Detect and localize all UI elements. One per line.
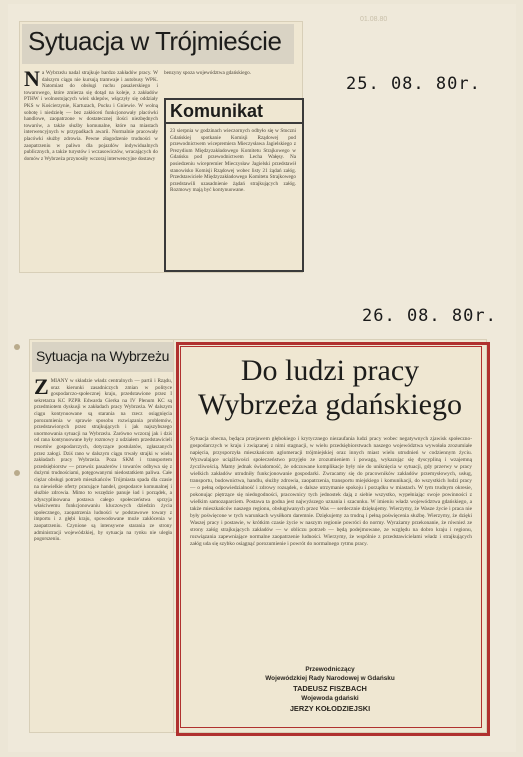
dropcap-z: Z: [34, 378, 49, 399]
appeal-sign-name2: JERZY KOŁODZIEJSKI: [289, 704, 371, 713]
faint-stamp: 01.08.80: [360, 16, 388, 23]
appeal-sign-title: Przewodniczący: [305, 666, 355, 673]
komunikat-body: 23 sierpnia w godzinach wieczornych odbyło się w Stoczni Gdańskiej spotkanie Komisji Rządowej pod przewodnictwem wicepremiera Mieczysława Jagielskiego z Prezydium Międzyzakładowego Komitetu Strajkowego w Gdańsku pod przewodnictwem Lecha Wałęsy. Na posiedzeniu wicepremier Mieczysław Jagielski przedstawił stanowisko Komisji Rządowej wobec listy 21 żądań załóg. Przedstawiciele Międzyzakładowego Komitetu Strajkowego przedstawili uzasadnienie żądań strajkujących załóg. Rozmowy mają być kontynuowane.: [170, 128, 296, 194]
headline-trojmiasto: Sytuacja w Trójmieście: [22, 24, 294, 64]
appeal-sign-role: Wojewoda gdański: [301, 695, 359, 702]
tape-mark: [14, 470, 20, 476]
appeal-title-line2: Wybrzeża gdańskiego: [198, 388, 462, 421]
komunikat-title: Komunikat: [166, 100, 302, 124]
article2-body: Z MIANY w składzie władz centralnych — partii i Rządu, oraz kierunki zasadniczych zmian w polityce gospodarczo-społecznej kraju, przedstawione przez I sekretarza KC PZPR Edwarda Gierka na IV Plenum KC są przedmiotem dyskusji w zakładach pracy Wybrzeża. W dalszym ciągu kontynuowane są starania na rzecz osiągnięcia porozumienia w sprawie sposobu rozwiązania problemów, przedstawionych przez strajkujących i jak najszybszego unormowania sytuacji na Wybrzeżu. Zarówno wczoraj jak i dziś od rana kontynuowane były rozmowy z udziałem przedstawicieli resortów gospodarczych, dotyczące postulatów, zgłaszanych przez załogi. Dziś rano w dalszym ciągu trwały strajki w wielu zakładach pracy Wybrzeża. Poza SKM i transportem przedsiębiorstw — przewóz pasażerów i towarów odbywa się z dużymi trudnościami, potęgowanymi niedostatkiem paliwa. Całe ciężar obsługi potrzeb mieszkańców Trójmiasta spada dla czasie na niewielkie oferty pracujące handel, gospodarce komunalnej i służbie zdrowia. Mimo to wszędzie panuje ład i porządek, a zdyscyplinowana postawa całego społeczeństwa sprzyja właściwemu funkcjonowaniu kluczowych dziedzin życia społecznego, zaopatrzenia ludności w podstawowe towary z importu i z głębi kraju, spowodowane może zakłócenia w zaopatrzeniu. Czynione są intensywne starania ze strony administracji wojewódzkiej, by sytuacja na rynku nie uległa pogorszeniu.: [34, 378, 172, 543]
dropcap-n: N: [24, 70, 40, 91]
appeal-sign-office: Wojewódzkiej Rady Narodowej w Gdańsku: [265, 675, 395, 682]
appeal-title-line1: Do ludzi pracy: [240, 354, 420, 387]
tape-mark: [14, 344, 20, 350]
date-stamp-1: 25. 08. 80r.: [346, 74, 481, 94]
appeal-body: Sytuacja obecna, będąca przejawem głębokiego i krytycznego niezaufania ludzi pracy wobec negatywnych zjawisk społeczno-gospodarczych w kraju i związanej z nimi stagnacji, w wielu przedsiębiorstwach naszego województwa wywołała zrozumiałe napięcia, przysporzyła mieszkańcom aglomeracji trójmiejskiej oraz innych miast wielu utrudnień w codziennym życiu. Wyzwalające uciążliwości społeczeństwo przyjęło ze zrozumieniem i powagą, wykazując się dyscypliną i wzajemną życzliwością. Mamy jednak świadomość, że odczuwane komplikacje były nie do uniknięcia w sytuacji, gdy przerwy w pracy wielkich zakładów utrudniły funkcjonowanie gospodarki. Zwracamy się do pracowników zakładów przemysłowych, usług, transportu, budownictwa, handlu, służby zdrowia, zaopatrzenia, transportu miejskiego i komunikacji, do wszystkich ludzi pracy — o pełną odpowiedzialność i zdrowy rozsądek, o dalsze utrzymanie spokoju i porządku w miastach. W tym trudnym okresie, pokonując piętrzące się niedogodności, pracownicy tych jednostek dają z siebie wszystko, wypełniając swoje powinności z wielkim samozaparciem. Postawa ta godna jest najwyższego uznania i szacunku. W imieniu władz województwa gdańskiego, a także mieszkańców naszego regionu, obsługiwanych przez Was — serdecznie dziękujemy. Wierzymy, że Wasze życie i praca nie były poświęcone w tych warunkach wysiłkom daremnie. Dziękujemy za trudną i pełną poświęcenia służbę. Wierzymy, że dzięki Waszej pracy i postawie, w krótkim czasie życie w naszym regionie powróci do normy. Wyrażamy przekonanie, że również ze strony załóg strajkujących zakładów — w obliczu potrzeb — będą podejmowane, ze względu na dobro kraju i regionu, rozwiązania zapewniające normalne zaopatrzenie ludności. Wierzymy, że wspólnie z przedstawicielami władz i strajkujących załóg uda się szybko osiągnąć porozumienie i powrót do normalnego rytmu pracy.: [190, 436, 472, 547]
appeal-title: [180, 354, 480, 422]
appeal-sign-name1: TADEUSZ FISZBACH: [293, 684, 367, 693]
article1-column1: N a Wybrzeżu nadal strajkuje bardzo zakładów pracy. W dalszym ciągu nie kursują tramwaje i autobusy WPK. Natomiast do obsługi ruchu pasażerskiego i towarowego, które zmierza się dotąd na koleje, z zakładów PTHW i wolnostojących wież sklepów, włączyły się oddziały PKS w Kościerzynie, Kartuzach, Pucku i Gniewie. W wolną sobotę i niedzielę — bez zakłóceń funkcjonowały placówki handlowe, zaopatrzone w dostatecznej ilości niezbędnych towarów, a także służby komunalne, które na miastach interwencyjnych w przypadkach awarii. Normalnie pracowały placówki służby zdrowia. Pewne złagodzenie trudności w zaopatrzeniu w paliwo dla pojazdów indywidualnych publicznych, a także turystów i wczasowiczów, wracających do domów z Wybrzeża przynosiły wczoraj interwencyjne dostawy: [24, 70, 158, 162]
headline-wybrzeze: Sytuacja na Wybrzeżu: [32, 342, 174, 372]
article1-column2: benzyny spoza województwa gdańskiego.: [164, 70, 252, 76]
date-stamp-2: 26. 08. 80r.: [362, 306, 497, 326]
